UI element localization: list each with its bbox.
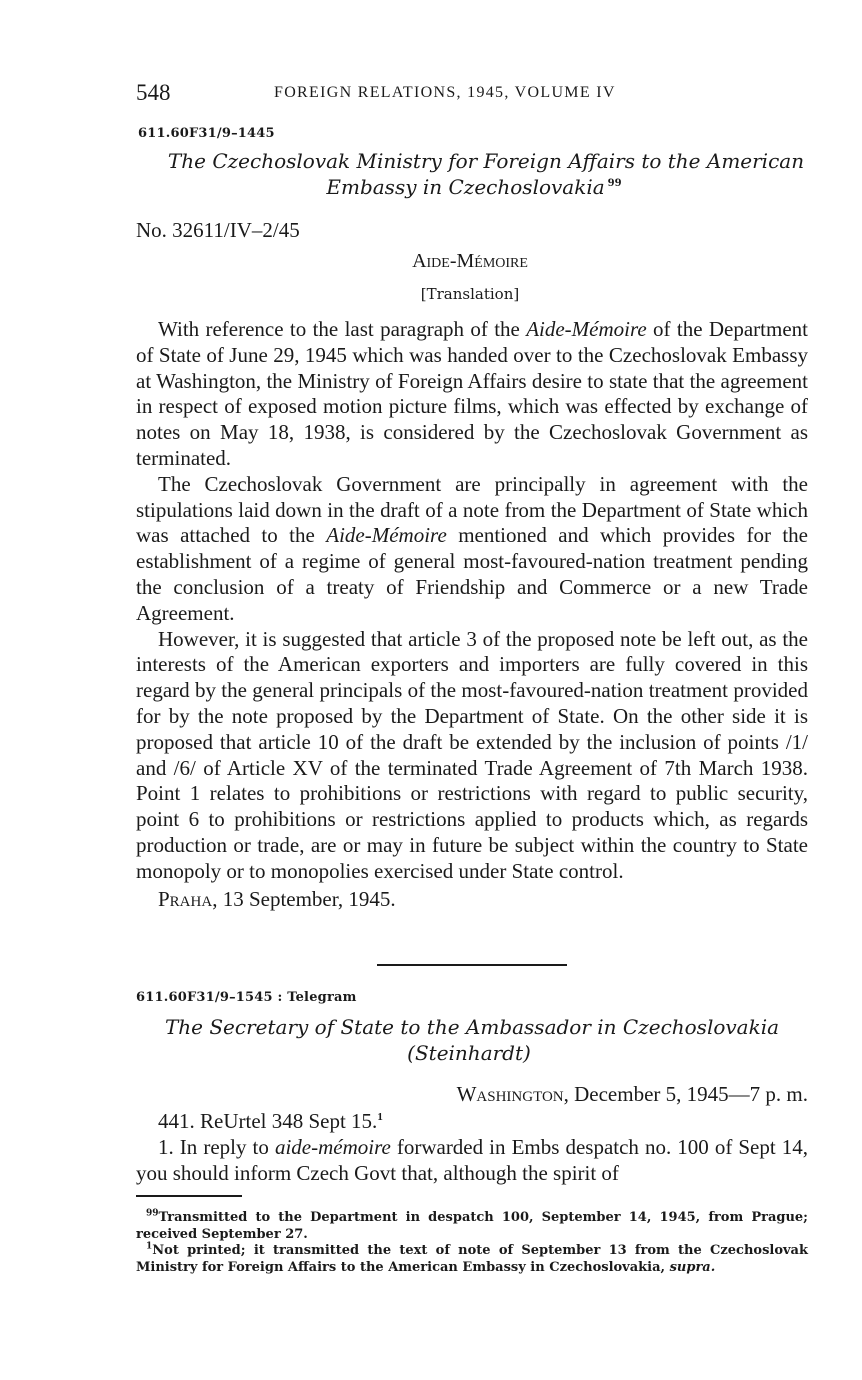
telegram-place: Washington bbox=[456, 1082, 564, 1106]
document-title-line1: The Czechoslovak Ministry for Foreign Affairs to the American bbox=[167, 149, 805, 173]
footnote-rule bbox=[136, 1195, 242, 1197]
telegram-date: , December 5, 1945—7 p. m. bbox=[563, 1082, 808, 1106]
footnote-99: $^{99}$Transmitted to the Department in despatch 100, September 14, 1945, from Prague; received September 27. bbox=[136, 1208, 808, 1242]
page-number: 548 bbox=[136, 80, 171, 105]
paragraph-2: The Czechoslovak Government are principally in agreement with the stipulations laid down in the draft of a note from the Department of State which was attached to the Aide-Mémoire mentioned and which provides for the establishment of a regime of general most-favoured-nation treatment pending the conclusion of a treaty of Friendship and Commerce or a new Trade Agreement. bbox=[136, 471, 809, 625]
telegram-file-number: 611.60F31/9–1545 : Telegram bbox=[136, 990, 357, 1005]
footnotes bbox=[136, 1210, 808, 1276]
telegram-dateline bbox=[457, 1082, 808, 1107]
telegram-paragraph-2: 1. In reply to aide-mémoire forwarded in Embs despatch no. 100 of Sept 14, you should inform Czech Govt that, although the spirit of bbox=[136, 1134, 808, 1185]
place: Praha bbox=[158, 886, 213, 911]
footnote-1: $^1$Not printed; it transmitted the text of note of September 13 from the Czechoslovak Ministry for Foreign Affairs to the American Embassy in Czechoslovakia, supra. bbox=[136, 1241, 808, 1275]
paragraph-3: However, it is suggested that article 3 of the proposed note be left out, as the interests of the American exporters and importers are fully covered in this regard by the general principals of the most-favoured-nation treatment provided for by the note proposed by the Department of State. On the other side it is proposed that article 10 of the draft be extended by the inclusion of points /1/ and /6/ of Article XV of the terminated Trade Agreement of 7th March 1938. Point 1 relates to prohibitions or restrictions with regard to public security, point 6 to prohibitions or restrictions applied to products which, as regards production or trade, are or may in future be subject within the country to State monopoly or to monopolies exercised under State control. bbox=[136, 626, 808, 883]
telegram-paragraph-1: 441. ReUrtel 348 Sept 15.$^1$ bbox=[158, 1109, 383, 1133]
paragraph-1: With reference to the last paragraph of the Aide-Mémoire of the Department of State of June 29, 1945 which was handed over to the Czechoslovak Embassy at Washington, the Ministry of Foreign Affairs desire to state that the agreement in respect of exposed motion picture films, which was effected by exchange of notes on May 18, 1938, is considered by the Czechoslovak Government as terminated. bbox=[136, 317, 808, 470]
running-title: FOREIGN RELATIONS, 1945, VOLUME IV bbox=[274, 84, 616, 101]
date: , 13 September, 1945. bbox=[212, 886, 396, 911]
footnote-ref-99: 99 bbox=[607, 178, 622, 190]
document-title-line2: Embassy in Czechoslovakia bbox=[326, 175, 605, 199]
reference-number: No. 32611/IV–2/45 bbox=[136, 218, 300, 242]
telegram-title-line2: (Steinhardt) bbox=[407, 1041, 531, 1065]
document-title bbox=[0, 148, 862, 174]
footnote-ref-1: 1 bbox=[377, 1111, 383, 1123]
document-title-second-line bbox=[0, 174, 862, 200]
place-date-line bbox=[136, 887, 808, 913]
translation-note: [Translation] bbox=[420, 285, 520, 303]
file-number: 611.60F31/9–1445 bbox=[138, 126, 275, 141]
aide-memoire-body bbox=[136, 317, 808, 912]
telegram-title-line1: The Secretary of State to the Ambassador in Czechoslovakia bbox=[164, 1015, 780, 1039]
aide-memoire-heading: Aide-Mémoire bbox=[412, 250, 528, 272]
telegram-body bbox=[136, 1109, 808, 1186]
section-divider bbox=[377, 964, 567, 966]
